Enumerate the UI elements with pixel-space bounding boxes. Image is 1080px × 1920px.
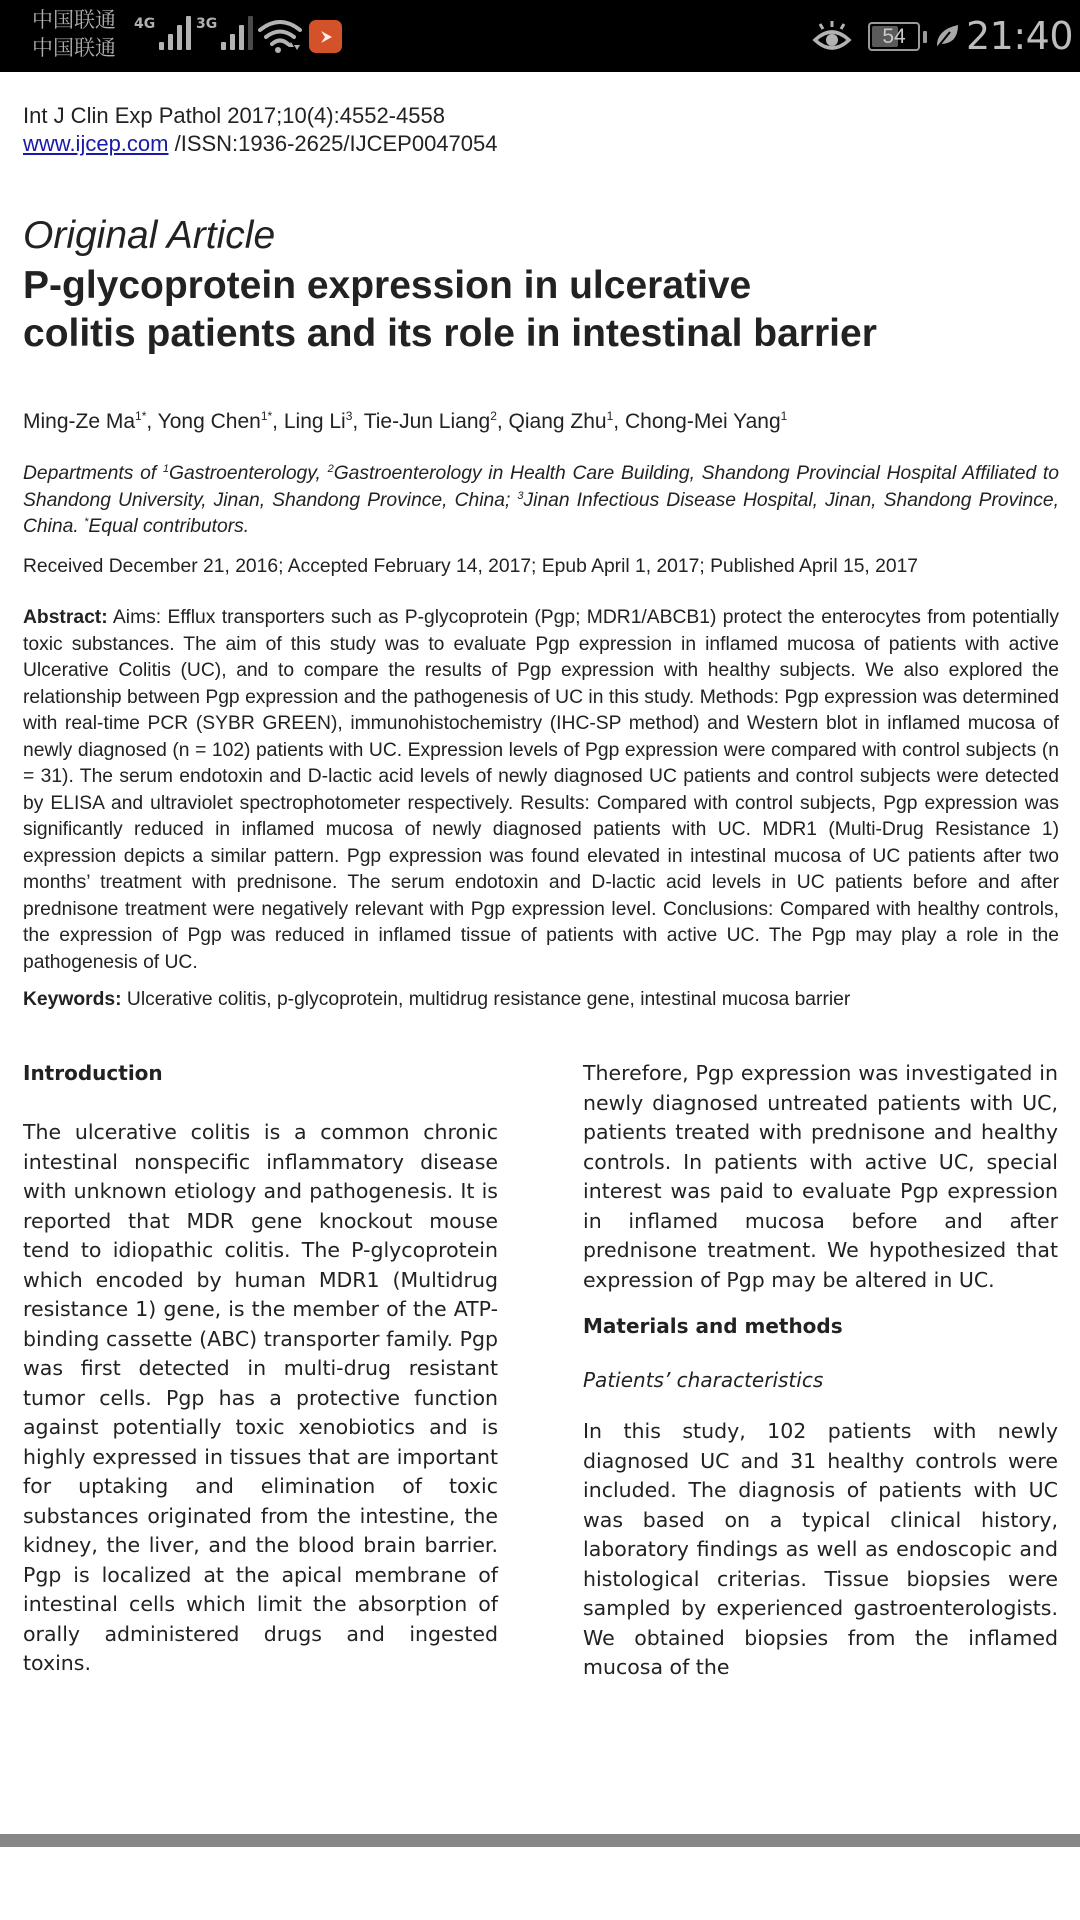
- equal-contribution-mark: *: [84, 516, 89, 528]
- journal-issn-line: [23, 130, 1059, 158]
- author: Chong-Mei Yang: [624, 410, 781, 433]
- publication-dates: Received December 21, 2016; Accepted February 14, 2017; Epub April 1, 2017; Published April 15, 2017: [23, 556, 919, 577]
- author-separator: ,: [272, 410, 284, 433]
- author: Yong Chen: [157, 410, 261, 433]
- carrier-labels: [32, 6, 116, 62]
- author-affiliation-mark: 1: [606, 409, 614, 423]
- abstract: [23, 605, 1059, 976]
- carrier-1: 中国联通: [32, 8, 116, 32]
- equal-contributors-note: Equal contributors.: [88, 516, 250, 537]
- abstract-text: Aims: Efflux transporters such as P-glycoprotein (Pgp; MDR1/ABCB1) protect the enterocytes from potentially toxic substances. The aim of this study was to evaluate Pgp expression in inflamed mucosa of patients with active Ulcerative Colitis (UC), and to compare the results of Pgp expression with healthy subjects. We also explored the relationship between Pgp expression and the pathogenesis of UC in this study. Methods: Pgp expression was determined with real-time PCR (SYBR GREEN), immunohistochemistry (IHC-SP method) and Western blot in inflamed mucosa of newly diagnosed (n = 102) patients with UC. Expression levels of Pgp expression were compared with control subjects (n = 31). The serum endotoxin and D-lactic acid levels of newly diagnosed UC patients and control subjects were detected by ELISA and ultraviolet spectrophotometer respectively. Results: Compared with control subjects, Pgp expression was significantly reduced in inflamed mucosa of newly diagnosed patients with UC. MDR1 (Multi-Drug Resistance 1) expression depicts a similar pattern. Pgp expression was found elevated in intestinal mucosa of UC patients after two months’ treatment with prednisone. The serum endotoxin and D-lactic acid levels in UC patients before and after prednisone treatment were negatively relevant with Pgp expression level. Conclusions: Compared with healthy controls, the expression of Pgp was reduced in inflamed tissue of patients with active UC. The Pgp may play a role in the pathogenesis of UC.: [23, 607, 1059, 973]
- paper-title: [23, 262, 1059, 358]
- title-line-1: P-glycoprotein expression in ulcerative: [23, 264, 752, 307]
- battery-icon: [868, 22, 920, 51]
- section-heading-introduction: Introduction: [23, 1061, 163, 1085]
- signal-4g-icon: [134, 16, 191, 50]
- affiliation-mark: 3: [517, 489, 524, 502]
- author: Ling Li: [283, 410, 346, 433]
- author-separator: ,: [496, 410, 509, 433]
- author-separator: ,: [146, 410, 158, 433]
- title-line-2: colitis patients and its role in intestinal barrier: [23, 312, 877, 355]
- introduction-continuation: Therefore, Pgp expression was investigated in newly diagnosed untreated patients with UC, patients treated with prednisone and healthy controls. In patients with active UC, special interest was paid to evaluate Pgp expression in inflamed mucosa before and after prednisone treatment. We hypothesized that expression of Pgp may be altered in UC.: [583, 1061, 1058, 1292]
- author-affiliation-mark: 3: [345, 409, 353, 423]
- author-affiliation-mark: 1*: [260, 409, 273, 423]
- affiliation-mark: 1: [162, 463, 170, 475]
- affiliation-mark: 2: [327, 463, 334, 475]
- author-affiliation-mark: 2: [490, 409, 497, 423]
- affiliation-prefix: Departments of: [23, 463, 163, 484]
- power-saving-leaf-icon: [934, 22, 960, 50]
- journal-citation: Int J Clin Exp Pathol 2017;10(4):4552-4558: [23, 103, 445, 128]
- abstract-label: Abstract:: [23, 607, 108, 628]
- wifi-icon: [258, 18, 302, 54]
- battery-tip: [923, 31, 927, 43]
- section-heading-materials-methods: Materials and methods: [583, 1314, 843, 1338]
- keywords-label: Keywords:: [23, 989, 122, 1010]
- introduction-body: The ulcerative colitis is a common chronic intestinal nonspecific inflammatory disease with unknown etiology and pathogenesis. It is reported that MDR gene knockout mouse tend to idiopathic colitis. The P-glycoprotein which encoded by human MDR1 (Multidrug resistance 1) gene, is the member of the ATP-binding cassette (ABC) transporter family. Pgp was first detected in multi-drug resistant tumor cells. Pgp has a protective function against potentially toxic xenobiotics and is highly expressed in tissues that are important for uptaking and elimination of toxic substances originated from the intestine, the kidney, the liver, and the blood brain barrier. Pgp is localized at the apical membrane of intestinal cells which limit the absorption of orally administered drugs and ingested toxins.: [23, 1120, 498, 1675]
- carrier-2: 中国联通: [32, 36, 116, 60]
- page-divider: [0, 1834, 1080, 1847]
- battery-percent: 54: [882, 25, 906, 48]
- affiliation-3: Jinan Infectious Disease Hospital, Jinan, Shandong Province, China.: [23, 489, 1059, 537]
- issn: /ISSN:1936-2625/IJCEP0047054: [168, 131, 498, 156]
- keywords: [23, 987, 1059, 1013]
- author: Ming-Ze Ma: [23, 410, 136, 433]
- clock: 21:40: [966, 14, 1074, 58]
- signal-3g-icon: [196, 16, 253, 50]
- affiliations: [23, 461, 1059, 541]
- author-list: [23, 408, 1059, 436]
- affiliation-1: Gastroenterology,: [169, 463, 328, 484]
- video-app-icon: [309, 20, 342, 53]
- article-type: Original Article: [23, 214, 276, 257]
- eye-comfort-icon: [812, 20, 852, 54]
- network-type-1: 4G: [134, 16, 156, 32]
- journal-url-link[interactable]: www.ijcep.com: [23, 131, 169, 156]
- author-separator: ,: [613, 410, 625, 433]
- status-bar: [0, 0, 1080, 72]
- author: Qiang Zhu: [508, 410, 607, 433]
- affiliation-2: Gastroenterology in Health Care Building, Shandong Provincial Hospital Affiliated to Shandong University, Jinan, Shandong Province, China;: [23, 463, 1059, 511]
- subsection-heading-patients: Patients’ characteristics: [583, 1368, 824, 1392]
- author-affiliation-mark: 1: [780, 409, 788, 423]
- network-type-2: 3G: [196, 16, 218, 32]
- keywords-text: Ulcerative colitis, p-glycoprotein, multidrug resistance gene, intestinal mucosa barrier: [121, 989, 851, 1010]
- author-affiliation-mark: 1*: [135, 409, 147, 423]
- patients-characteristics-body: In this study, 102 patients with newly diagnosed UC and 31 healthy controls were included. The diagnosis of patients with UC was based on a typical clinical history, laboratory findings as well as endoscopic and histological criterias. Tissue biopsies were sampled by experienced gastroenterologists. We obtained biopsies from the inflamed mucosa of the: [583, 1419, 1058, 1679]
- author: Tie-Jun Liang: [363, 410, 491, 433]
- author-separator: ,: [352, 410, 364, 433]
